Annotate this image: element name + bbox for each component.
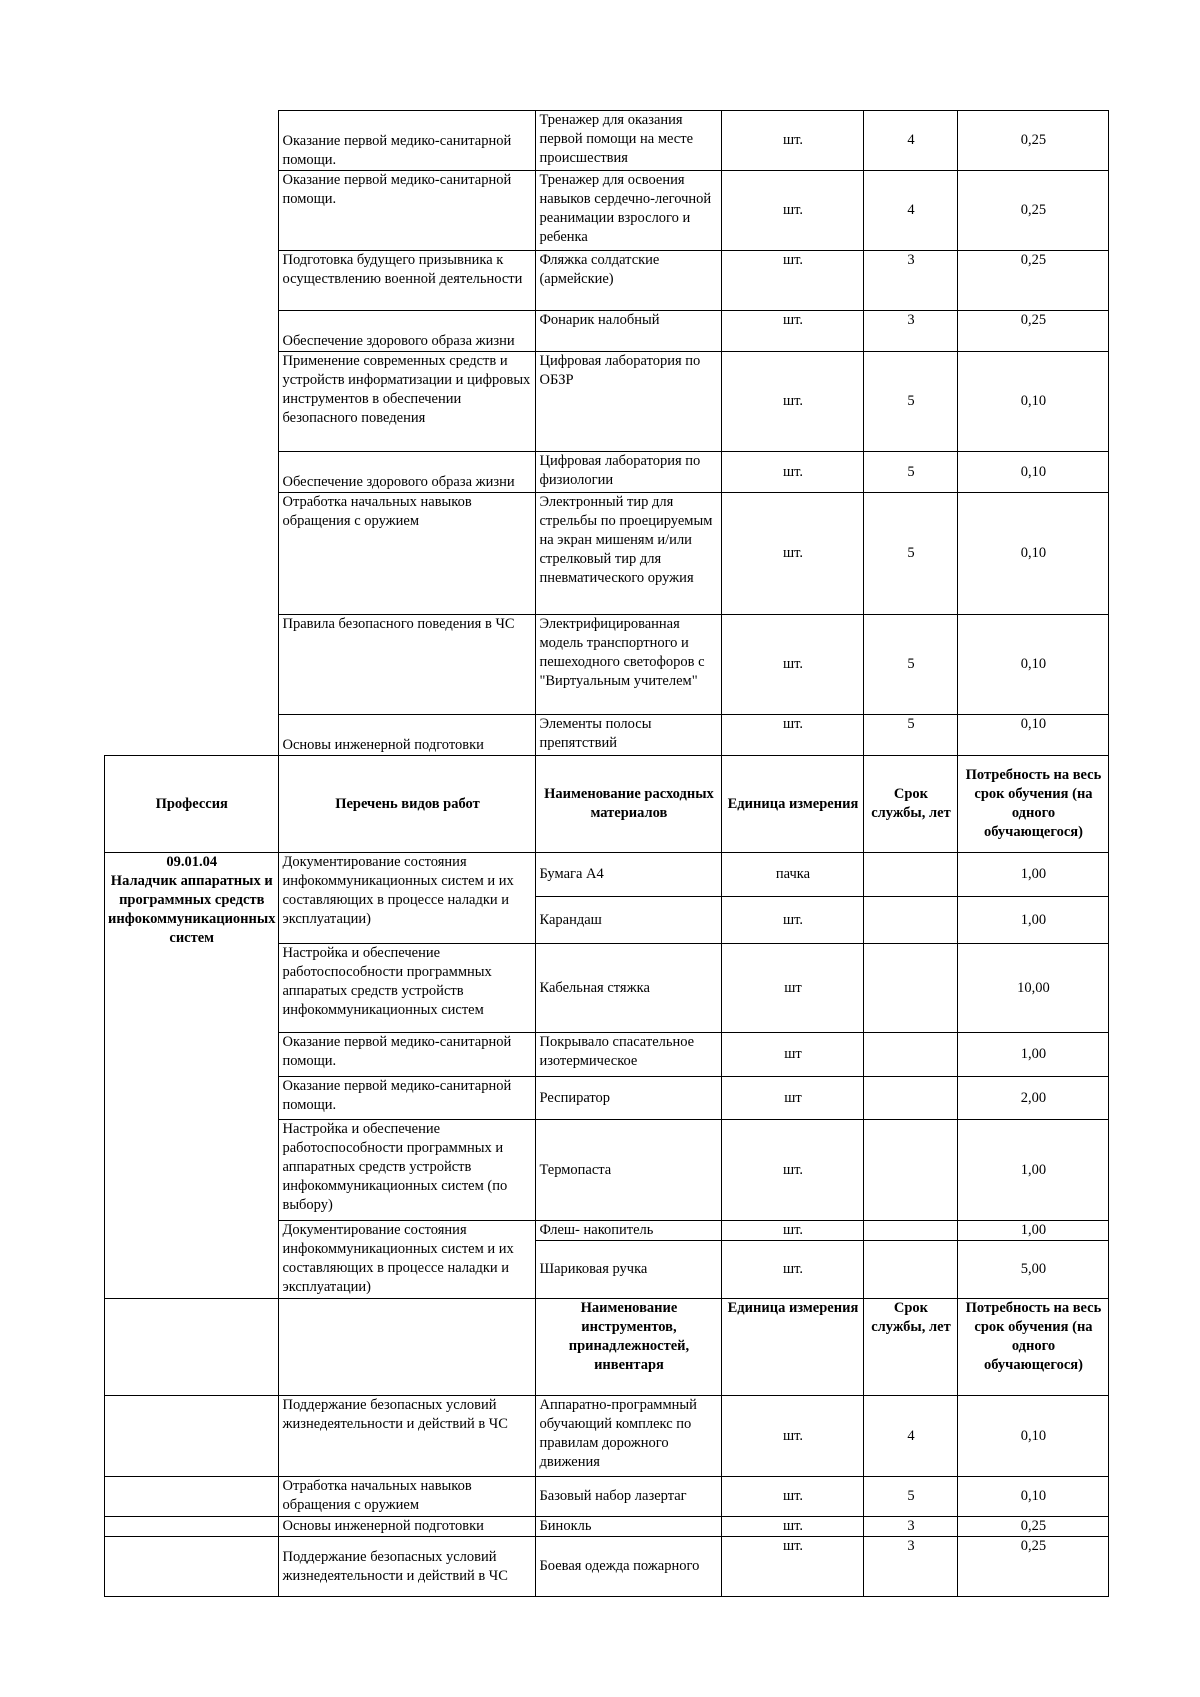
item-cell: Флеш- накопитель: [536, 1221, 722, 1241]
term-cell: [864, 897, 958, 944]
item-cell: Элементы полосы препятствий: [536, 715, 722, 756]
work-cell: Оказание первой медико-санитарной помощи.: [279, 171, 536, 251]
unit-cell: шт.: [722, 1120, 864, 1221]
unit-cell: пачка: [722, 853, 864, 897]
unit-cell: шт.: [722, 715, 864, 756]
item-cell: Бинокль: [536, 1517, 722, 1537]
blank-margin-cell: [105, 111, 279, 715]
need-cell: 2,00: [958, 1077, 1109, 1120]
item-cell: Кабельная стяжка: [536, 944, 722, 1033]
profession-cell: [105, 853, 279, 1299]
header-empty-cell: [105, 1299, 279, 1396]
work-cell: Основы инженерной подготовки: [279, 715, 536, 756]
work-cell: Правила безопасного поведения в ЧС: [279, 615, 536, 715]
work-cell: Оказание первой медико-санитарной помощи.: [279, 111, 536, 171]
header-empty-cell: [279, 1299, 536, 1396]
term-cell: 5: [864, 615, 958, 715]
need-cell: 0,10: [958, 615, 1109, 715]
need-cell: 10,00: [958, 944, 1109, 1033]
work-cell: Обеспечение здорового образа жизни: [279, 452, 536, 493]
table-row: [105, 715, 1109, 756]
item-cell: Электрифицированная модель транспортного и пешеходного светофоров с "Виртуальным учителем": [536, 615, 722, 715]
item-cell: Цифровая лаборатория по физиологии: [536, 452, 722, 493]
item-cell: Тренажер для освоения навыков сердечно-легочной реанимации взрослого и ребенка: [536, 171, 722, 251]
term-cell: 5: [864, 452, 958, 493]
work-cell: Документирование состояния инфокоммуникационных систем и их составляющих в процессе наладки и эксплуатации): [279, 853, 536, 944]
equipment-table: [104, 110, 1109, 1597]
term-cell: 4: [864, 111, 958, 171]
header-unit: Единица измерения: [722, 756, 864, 853]
work-cell: Настройка и обеспечение работоспособности программных аппаратых средств устройств инфокоммуникационных систем: [279, 944, 536, 1033]
item-cell: Респиратор: [536, 1077, 722, 1120]
work-cell: Отработка начальных навыков обращения с оружием: [279, 493, 536, 615]
term-cell: 3: [864, 251, 958, 311]
table-row: [105, 1537, 1109, 1597]
table-row: [105, 111, 1109, 171]
term-cell: 5: [864, 352, 958, 452]
term-cell: 5: [864, 1477, 958, 1517]
need-cell: 1,00: [958, 1033, 1109, 1077]
header-unit: Единица измерения: [722, 1299, 864, 1396]
unit-cell: шт.: [722, 452, 864, 493]
table-row: [105, 853, 1109, 897]
term-cell: 5: [864, 715, 958, 756]
header-need: Потребность на весь срок обучения (на одного обучающегося): [958, 756, 1109, 853]
header-term: Срок службы, лет: [864, 756, 958, 853]
need-cell: 0,10: [958, 452, 1109, 493]
unit-cell: шт.: [722, 1241, 864, 1299]
work-cell: Документирование состояния инфокоммуникационных систем и их составляющих в процессе наладки и эксплуатации): [279, 1221, 536, 1299]
item-cell: Шариковая ручка: [536, 1241, 722, 1299]
need-cell: 0,10: [958, 493, 1109, 615]
unit-cell: шт.: [722, 111, 864, 171]
term-cell: [864, 1033, 958, 1077]
need-cell: 0,10: [958, 1477, 1109, 1517]
unit-cell: шт.: [722, 493, 864, 615]
term-cell: 4: [864, 1396, 958, 1477]
need-cell: 0,25: [958, 171, 1109, 251]
need-cell: 0,25: [958, 1537, 1109, 1597]
header-materials-name: Наименование расходных материалов: [536, 756, 722, 853]
work-cell: Оказание первой медико-санитарной помощи.: [279, 1033, 536, 1077]
need-cell: 1,00: [958, 1120, 1109, 1221]
term-cell: 4: [864, 171, 958, 251]
profession-empty-cell: [105, 1477, 279, 1517]
term-cell: [864, 853, 958, 897]
table-header-row: [105, 1299, 1109, 1396]
profession-empty-cell: [105, 1396, 279, 1477]
item-cell: Покрывало спасательное изотермическое: [536, 1033, 722, 1077]
item-cell: Карандаш: [536, 897, 722, 944]
work-cell: Подготовка будущего призывника к осуществлению военной деятельности: [279, 251, 536, 311]
need-cell: 0,10: [958, 352, 1109, 452]
unit-cell: шт.: [722, 1537, 864, 1597]
item-cell: Фляжка солдатские (армейские): [536, 251, 722, 311]
term-cell: 3: [864, 311, 958, 352]
unit-cell: шт.: [722, 1477, 864, 1517]
need-cell: 0,25: [958, 111, 1109, 171]
unit-cell: шт.: [722, 1221, 864, 1241]
need-cell: 1,00: [958, 1221, 1109, 1241]
term-cell: 5: [864, 493, 958, 615]
unit-cell: шт: [722, 1033, 864, 1077]
table-row: [105, 1477, 1109, 1517]
unit-cell: шт.: [722, 311, 864, 352]
need-cell: 0,25: [958, 251, 1109, 311]
term-cell: [864, 1077, 958, 1120]
item-cell: Цифровая лаборатория по ОБЗР: [536, 352, 722, 452]
item-cell: Термопаста: [536, 1120, 722, 1221]
profession-empty-cell: [105, 1517, 279, 1537]
item-cell: Аппаратно-программный обучающий комплекс по правилам дорожного движения: [536, 1396, 722, 1477]
unit-cell: шт.: [722, 615, 864, 715]
unit-cell: шт.: [722, 171, 864, 251]
unit-cell: шт: [722, 1077, 864, 1120]
item-cell: Бумага А4: [536, 853, 722, 897]
term-cell: 3: [864, 1537, 958, 1597]
item-cell: Боевая одежда пожарного: [536, 1537, 722, 1597]
unit-cell: шт.: [722, 1396, 864, 1477]
item-cell: Тренажер для оказания первой помощи на месте происшествия: [536, 111, 722, 171]
term-cell: [864, 1221, 958, 1241]
term-cell: [864, 944, 958, 1033]
header-works: Перечень видов работ: [279, 756, 536, 853]
profession-empty-cell: [105, 1537, 279, 1597]
work-cell: Основы инженерной подготовки: [279, 1517, 536, 1537]
unit-cell: шт.: [722, 1517, 864, 1537]
term-cell: [864, 1120, 958, 1221]
item-cell: Электронный тир для стрельбы по проецируемым на экран мишеням и/или стрелковый тир для пневматического оружия: [536, 493, 722, 615]
term-cell: [864, 1241, 958, 1299]
profession-code: 09.01.04: [166, 854, 218, 870]
table-row: [105, 1517, 1109, 1537]
unit-cell: шт.: [722, 897, 864, 944]
unit-cell: шт.: [722, 352, 864, 452]
work-cell: Настройка и обеспечение работоспособности программных и аппаратных средств устройств инфокоммуникационных систем (по выбору): [279, 1120, 536, 1221]
work-cell: Отработка начальных навыков обращения с оружием: [279, 1477, 536, 1517]
work-cell: Применение современных средств и устройств информатизации и цифровых инструментов в обеспечении безопасного поведения: [279, 352, 536, 452]
need-cell: 0,25: [958, 1517, 1109, 1537]
item-cell: Базовый набор лазертаг: [536, 1477, 722, 1517]
blank-margin-cell: [105, 715, 279, 756]
term-cell: 3: [864, 1517, 958, 1537]
item-cell: Фонарик налобный: [536, 311, 722, 352]
need-cell: 0,25: [958, 311, 1109, 352]
table-header-row: [105, 756, 1109, 853]
need-cell: 1,00: [958, 897, 1109, 944]
unit-cell: шт.: [722, 251, 864, 311]
header-tools-name: Наименование инструментов, принадлежностей, инвентаря: [536, 1299, 722, 1396]
need-cell: 0,10: [958, 715, 1109, 756]
work-cell: Поддержание безопасных условий жизнедеятельности и действий в ЧС: [279, 1537, 536, 1597]
work-cell: Поддержание безопасных условий жизнедеятельности и действий в ЧС: [279, 1396, 536, 1477]
work-cell: Обеспечение здорового образа жизни: [279, 311, 536, 352]
need-cell: 1,00: [958, 853, 1109, 897]
need-cell: 0,10: [958, 1396, 1109, 1477]
need-cell: 5,00: [958, 1241, 1109, 1299]
work-cell: Оказание первой медико-санитарной помощи.: [279, 1077, 536, 1120]
header-need: Потребность на весь срок обучения (на одного обучающегося): [958, 1299, 1109, 1396]
profession-name: Наладчик аппаратных и программных средств инфокоммуникационных систем: [108, 873, 276, 946]
header-profession: Профессия: [105, 756, 279, 853]
table-row: [105, 1396, 1109, 1477]
unit-cell: шт: [722, 944, 864, 1033]
header-term: Срок службы, лет: [864, 1299, 958, 1396]
